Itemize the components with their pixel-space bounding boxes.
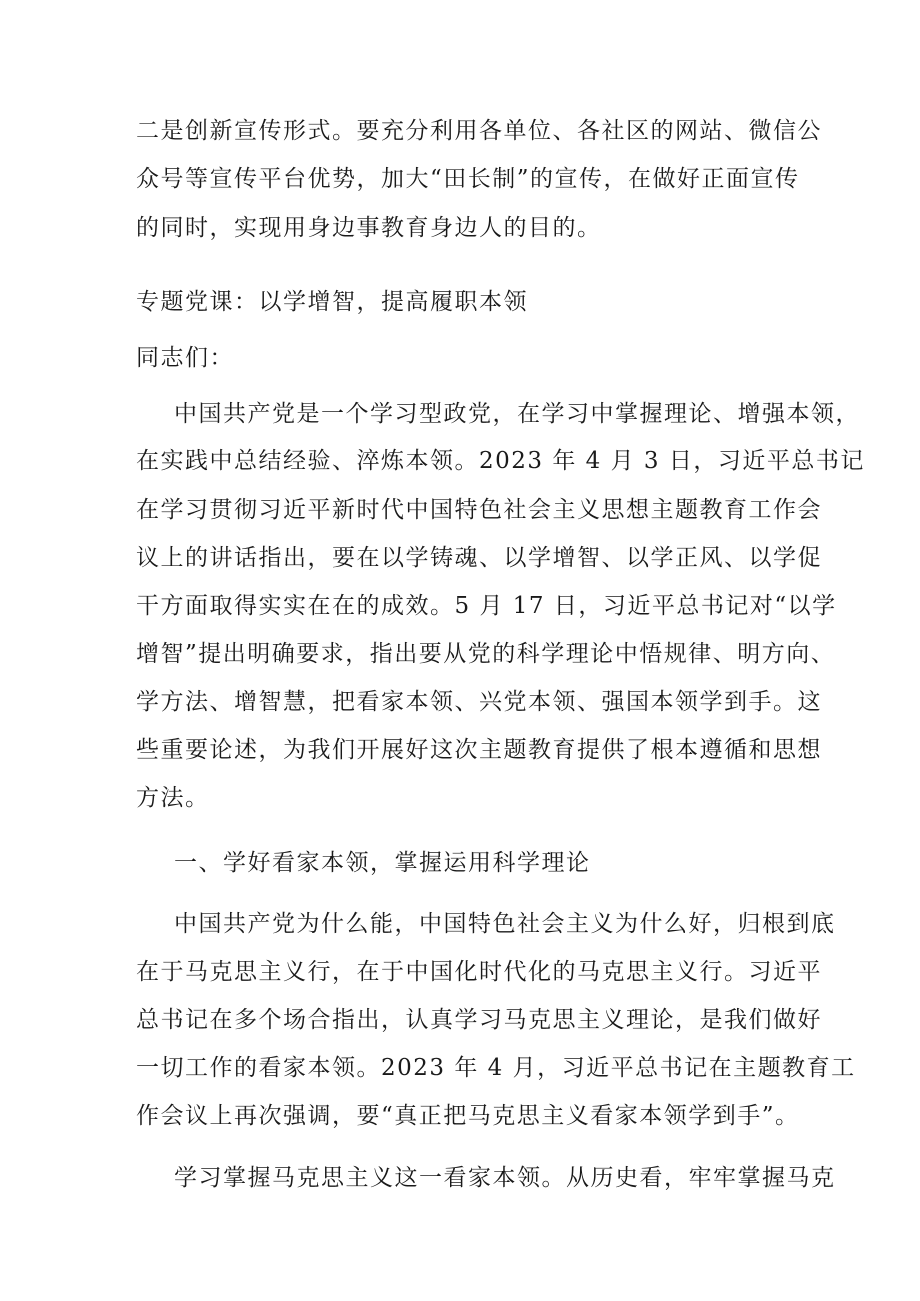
intro-line-3: 的同时，实现用身边事教育身边人的目的。 [136, 215, 602, 241]
paragraph-1-line-4: 议上的讲话指出，要在以学铸魂、以学增智、以学正风、以学促 [136, 545, 822, 571]
paragraph-3-line-1: 学习掌握马克思主义这一看家本领。从历史看，牢牢掌握马克 [174, 1165, 836, 1191]
paragraph-1-line-9: 方法。 [136, 785, 210, 811]
paragraph-1-line-8: 些重要论述，为我们开展好这次主题教育提供了根本遵循和思想 [136, 737, 822, 763]
intro-line-1: 二是创新宣传形式。要充分利用各单位、各社区的网站、微信公 [136, 118, 822, 144]
paragraph-1-line-6: 增智”提出明确要求，指出要从党的科学理论中悟规律、明方向、 [136, 641, 836, 667]
section-heading-1: 一、学好看家本领，掌握运用科学理论 [174, 850, 591, 876]
paragraph-2-line-2: 在于马克思主义行，在于中国化时代化的马克思主义行。习近平 [136, 959, 822, 985]
paragraph-2-line-1: 中国共产党为什么能，中国特色社会主义为什么好，归根到底 [174, 911, 836, 937]
salutation: 同志们： [136, 345, 234, 371]
paragraph-1-line-1: 中国共产党是一个学习型政党，在学习中掌握理论、增强本领， [174, 401, 860, 427]
intro-line-2: 众号等宣传平台优势，加大“田长制”的宣传，在做好正面宣传 [136, 166, 800, 192]
paragraph-1-line-3: 在学习贯彻习近平新时代中国特色社会主义思想主题教育工作会 [136, 497, 822, 523]
paragraph-2-line-5: 作会议上再次强调，要“真正把马克思主义看家本领学到手”。 [136, 1103, 800, 1129]
lesson-title: 专题党课：以学增智，提高履职本领 [136, 289, 528, 315]
paragraph-1-line-5: 干方面取得实实在在的成效。5 月 17 日，习近平总书记对“以学 [136, 593, 837, 619]
paragraph-1-line-2: 在实践中总结经验、淬炼本领。2023 年 4 月 3 日，习近平总书记 [136, 448, 865, 474]
paragraph-1-line-7: 学方法、增智慧，把看家本领、兴党本领、强国本领学到手。这 [136, 689, 822, 715]
paragraph-2-line-4: 一切工作的看家本领。2023 年 4 月，习近平总书记在主题教育工 [136, 1055, 856, 1081]
paragraph-2-line-3: 总书记在多个场合指出，认真学习马克思主义理论，是我们做好 [136, 1007, 822, 1033]
